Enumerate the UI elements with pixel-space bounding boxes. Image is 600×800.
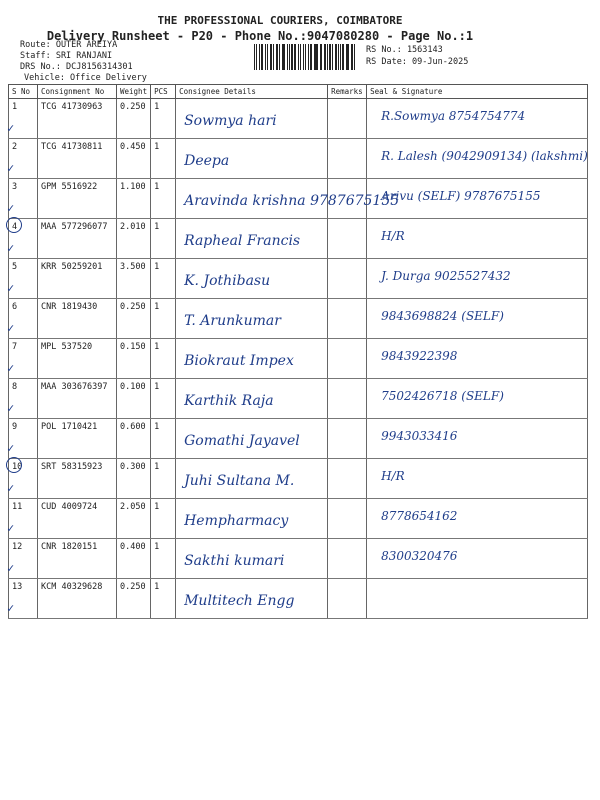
barcode-bar (279, 44, 280, 70)
row-sno (9, 339, 38, 379)
row-pcs-text: 1 (154, 222, 160, 232)
row-remarks (328, 419, 367, 459)
barcode-bar (254, 44, 255, 70)
row-pcs (151, 299, 176, 339)
row-consignee (176, 419, 328, 459)
table-row (9, 259, 588, 299)
row-weight-text: 1.100 (120, 182, 146, 192)
row-pcs (151, 459, 176, 499)
row-weight (117, 99, 151, 139)
row-weight (117, 579, 151, 619)
barcode-bar (273, 44, 274, 70)
row-consignee-text: Hempharmacy (184, 513, 289, 529)
row-consignee (176, 579, 328, 619)
row-weight (117, 499, 151, 539)
circle-mark (6, 457, 22, 473)
row-weight (117, 259, 151, 299)
col-seal: Seal & Signature (367, 85, 588, 99)
barcode-bar (354, 44, 355, 70)
check-mark-icon: ✓ (7, 281, 15, 295)
check-mark-icon: ✓ (7, 321, 15, 335)
row-seal (367, 579, 588, 619)
row-pcs-text: 1 (154, 582, 160, 592)
row-pcs (151, 139, 176, 179)
row-pcs-text: 1 (154, 182, 160, 192)
barcode-bar (338, 44, 339, 70)
row-consignee (176, 299, 328, 339)
row-consignee (176, 219, 328, 259)
row-sno-text: 11 (12, 502, 23, 512)
row-pcs (151, 379, 176, 419)
barcode-bar (310, 44, 311, 70)
row-seal (367, 419, 588, 459)
row-sno-text: 10 (12, 462, 23, 472)
barcode-bar (294, 44, 296, 70)
row-weight (117, 379, 151, 419)
col-consignee: Consignee Details (176, 85, 328, 99)
barcode-bar (324, 44, 325, 70)
barcode-bar (305, 44, 306, 70)
barcode-bar (315, 44, 317, 70)
row-sno (9, 139, 38, 179)
row-pcs-text: 1 (154, 342, 160, 352)
barcode (254, 44, 357, 70)
barcode-bar (283, 44, 284, 70)
barcode-bar (289, 44, 290, 70)
row-consignee-text: K. Jothibasu (184, 273, 271, 289)
row-remarks (328, 339, 367, 379)
rs-date: RS Date: 09-Jun-2025 (366, 57, 469, 67)
row-seal-text: H/R (381, 469, 405, 483)
row-consignment (38, 459, 117, 499)
row-remarks (328, 459, 367, 499)
row-consignment (38, 339, 117, 379)
row-seal (367, 219, 588, 259)
row-consignment-text: CUD 4009724 (41, 502, 98, 512)
row-consignment-text: CNR 1819430 (41, 302, 98, 312)
barcode-bar (259, 44, 260, 70)
row-pcs-text: 1 (154, 382, 160, 392)
barcode-bar (256, 44, 257, 70)
row-consignee (176, 259, 328, 299)
row-remarks (328, 139, 367, 179)
drs-label: DRS No.: DCJ8156314301 (20, 62, 133, 72)
barcode-bar (291, 44, 292, 70)
runsheet-table (8, 84, 588, 619)
row-consignment-text: MPL 537520 (41, 342, 93, 352)
row-pcs-text: 1 (154, 262, 160, 272)
row-weight (117, 299, 151, 339)
row-seal (367, 139, 588, 179)
row-consignment (38, 299, 117, 339)
row-sno (9, 419, 38, 459)
row-weight (117, 179, 151, 219)
row-consignee (176, 379, 328, 419)
row-sno (9, 499, 38, 539)
circle-mark (6, 217, 22, 233)
row-consignment (38, 219, 117, 259)
col-pcs: PCS (151, 85, 176, 99)
row-weight-text: 2.010 (120, 222, 146, 232)
table-row (9, 459, 588, 499)
row-pcs (151, 179, 176, 219)
check-mark-icon: ✓ (7, 561, 15, 575)
barcode-bar (340, 44, 341, 70)
row-weight-text: 0.250 (120, 302, 146, 312)
barcode-bar (298, 44, 299, 70)
barcode-bar (282, 44, 283, 70)
row-pcs-text: 1 (154, 302, 160, 312)
table-row (9, 219, 588, 259)
barcode-bar (314, 44, 315, 70)
row-remarks (328, 179, 367, 219)
check-mark-icon: ✓ (7, 241, 15, 255)
table-row (9, 419, 588, 459)
check-mark-icon: ✓ (7, 601, 15, 615)
row-seal (367, 299, 588, 339)
barcode-bar (287, 44, 288, 70)
row-consignee-text: Deepa (184, 153, 230, 169)
row-pcs-text: 1 (154, 102, 160, 112)
row-pcs (151, 499, 176, 539)
row-pcs (151, 219, 176, 259)
route-label: Route: OUTER AREIYA (20, 40, 118, 50)
row-remarks (328, 499, 367, 539)
row-sno (9, 179, 38, 219)
col-sno: S No (9, 85, 38, 99)
row-consignment-text: CNR 1820151 (41, 542, 98, 552)
row-consignee-text: Gomathi Jayavel (184, 433, 300, 449)
row-seal-text: 9843698824 (SELF) (381, 309, 504, 323)
check-mark-icon: ✓ (7, 161, 15, 175)
row-seal-text: R. Lalesh (9042909134) (lakshmi) (381, 149, 588, 163)
row-seal-text: J. Durga 9025527432 (381, 269, 511, 283)
row-sno-text: 8 (12, 382, 18, 392)
row-consignment-text: MAA 303676397 (41, 382, 108, 392)
row-sno (9, 299, 38, 339)
row-consignment-text: POL 1710421 (41, 422, 98, 432)
row-consignee-text: Rapheal Francis (184, 233, 301, 249)
row-pcs (151, 579, 176, 619)
barcode-bar (267, 44, 268, 70)
row-remarks (328, 579, 367, 619)
barcode-bar (327, 44, 328, 70)
row-sno-text: 9 (12, 422, 18, 432)
row-seal-text: 9843922398 (381, 349, 458, 363)
row-sno (9, 539, 38, 579)
row-sno-text: 7 (12, 342, 18, 352)
barcode-bar (321, 44, 322, 70)
table-row (9, 539, 588, 579)
barcode-bar (329, 44, 331, 70)
row-seal-text: H/R (381, 229, 405, 243)
check-mark-icon: ✓ (7, 121, 15, 135)
row-consignment-text: TCG 41730963 (41, 102, 103, 112)
row-consignee (176, 539, 328, 579)
table-row (9, 299, 588, 339)
table-row (9, 99, 588, 139)
row-weight-text: 0.100 (120, 382, 146, 392)
barcode-bar (276, 44, 278, 70)
barcode-bar (351, 44, 353, 70)
row-remarks (328, 539, 367, 579)
row-sno-text: 6 (12, 302, 18, 312)
row-seal (367, 459, 588, 499)
row-consignee-text: T. Arunkumar (184, 313, 281, 329)
table-row (9, 139, 588, 179)
row-pcs (151, 99, 176, 139)
table-row (9, 339, 588, 379)
row-consignee-text: Multitech Engg (184, 593, 295, 609)
table-row (9, 499, 588, 539)
rs-number: RS No.: 1563143 (366, 45, 443, 55)
row-weight (117, 339, 151, 379)
row-weight (117, 459, 151, 499)
row-seal (367, 339, 588, 379)
row-remarks (328, 299, 367, 339)
row-seal (367, 379, 588, 419)
row-pcs-text: 1 (154, 422, 160, 432)
table-row (9, 179, 588, 219)
row-consignment (38, 99, 117, 139)
check-mark-icon: ✓ (7, 481, 15, 495)
row-weight (117, 219, 151, 259)
row-consignment-text: KCM 40329628 (41, 582, 103, 592)
check-mark-icon: ✓ (7, 521, 15, 535)
row-pcs-text: 1 (154, 542, 160, 552)
row-consignee-text: Aravinda krishna 9787675155 (184, 193, 400, 209)
row-weight-text: 0.150 (120, 342, 146, 352)
row-consignee-text: Sowmya hari (184, 113, 277, 129)
row-consignment-text: TCG 41730811 (41, 142, 103, 152)
row-seal (367, 499, 588, 539)
barcode-bar (303, 44, 304, 70)
row-seal-text: R.Sowmya 8754754774 (381, 109, 526, 123)
row-consignment (38, 539, 117, 579)
row-weight-text: 3.500 (120, 262, 146, 272)
barcode-bar (332, 44, 333, 70)
row-sno-text: 3 (12, 182, 18, 192)
row-remarks (328, 219, 367, 259)
row-remarks (328, 99, 367, 139)
row-sno (9, 219, 38, 259)
row-consignee (176, 339, 328, 379)
row-pcs (151, 339, 176, 379)
row-consignment (38, 419, 117, 459)
row-pcs (151, 419, 176, 459)
barcode-bar (320, 44, 321, 70)
row-remarks (328, 379, 367, 419)
row-weight-text: 0.600 (120, 422, 146, 432)
row-consignee-text: Sakthi kumari (184, 553, 285, 569)
row-weight-text: 0.250 (120, 582, 146, 592)
barcode-bar (308, 44, 309, 70)
row-consignee (176, 459, 328, 499)
barcode-bar (342, 44, 343, 70)
company-title: THE PROFESSIONAL COURIERS, COIMBATORE (157, 14, 403, 27)
row-weight (117, 539, 151, 579)
row-weight-text: 0.250 (120, 102, 146, 112)
row-sno (9, 579, 38, 619)
row-consignment (38, 139, 117, 179)
row-consignment-text: KRR 50259201 (41, 262, 103, 272)
row-consignee (176, 99, 328, 139)
row-seal-text: 9943033416 (381, 429, 458, 443)
row-sno-text: 5 (12, 262, 18, 272)
row-weight (117, 139, 151, 179)
table-row (9, 379, 588, 419)
row-sno-text: 13 (12, 582, 23, 592)
row-consignee-text: Juhi Sultana M. (184, 473, 295, 489)
barcode-bar (265, 44, 266, 70)
check-mark-icon: ✓ (7, 361, 15, 375)
row-pcs-text: 1 (154, 142, 160, 152)
vehicle-label: Vehicle: Office Delivery (24, 73, 147, 83)
row-consignment (38, 179, 117, 219)
col-weight: Weight (117, 85, 151, 99)
row-seal (367, 179, 588, 219)
table-row (9, 579, 588, 619)
row-sno-text: 2 (12, 142, 18, 152)
row-weight-text: 0.450 (120, 142, 146, 152)
row-sno-text: 4 (12, 222, 18, 232)
row-consignee (176, 499, 328, 539)
row-consignment (38, 499, 117, 539)
table-header-row (9, 85, 588, 99)
row-consignee (176, 139, 328, 179)
row-pcs (151, 539, 176, 579)
row-seal (367, 99, 588, 139)
row-consignment-text: MAA 577296077 (41, 222, 108, 232)
row-seal-text: 7502426718 (SELF) (381, 389, 504, 403)
barcode-bar (270, 44, 271, 70)
row-consignment (38, 579, 117, 619)
row-consignment (38, 259, 117, 299)
row-sno (9, 379, 38, 419)
row-consignee-text: Biokraut Impex (184, 353, 294, 369)
row-pcs-text: 1 (154, 502, 160, 512)
row-seal-text: 8300320476 (381, 549, 458, 563)
row-consignment-text: SRT 58315923 (41, 462, 103, 472)
row-sno (9, 99, 38, 139)
row-seal (367, 539, 588, 579)
row-sno-text: 1 (12, 102, 18, 112)
staff-label: Staff: SRI RANJANI (20, 51, 113, 61)
row-seal-text: 8778654162 (381, 509, 458, 523)
barcode-bar (261, 44, 263, 70)
row-pcs (151, 259, 176, 299)
row-pcs-text: 1 (154, 462, 160, 472)
runsheet-title: Delivery Runsheet - P20 - Phone No.:9047080280 - Page No.:1 (46, 29, 474, 43)
col-remarks: Remarks (328, 85, 367, 99)
row-consignee (176, 179, 400, 219)
row-seal-text: Arivu (SELF) 9787675155 (381, 189, 541, 203)
row-seal (367, 259, 588, 299)
check-mark-icon: ✓ (7, 441, 15, 455)
row-weight-text: 0.300 (120, 462, 146, 472)
barcode-bar (346, 44, 347, 70)
barcode-bar (347, 44, 348, 70)
row-remarks (328, 259, 367, 299)
row-consignment-text: GPM 5516922 (41, 182, 98, 192)
row-weight (117, 419, 151, 459)
row-consignment (38, 379, 117, 419)
barcode-bar (335, 44, 336, 70)
col-consignment: Consignment No (38, 85, 117, 99)
row-sno-text: 12 (12, 542, 23, 552)
row-consignee-text: Karthik Raja (184, 393, 274, 409)
row-sno (9, 459, 38, 499)
check-mark-icon: ✓ (7, 201, 15, 215)
row-weight-text: 2.050 (120, 502, 146, 512)
barcode-bar (300, 44, 301, 70)
check-mark-icon: ✓ (7, 401, 15, 415)
row-sno (9, 259, 38, 299)
row-weight-text: 0.400 (120, 542, 146, 552)
